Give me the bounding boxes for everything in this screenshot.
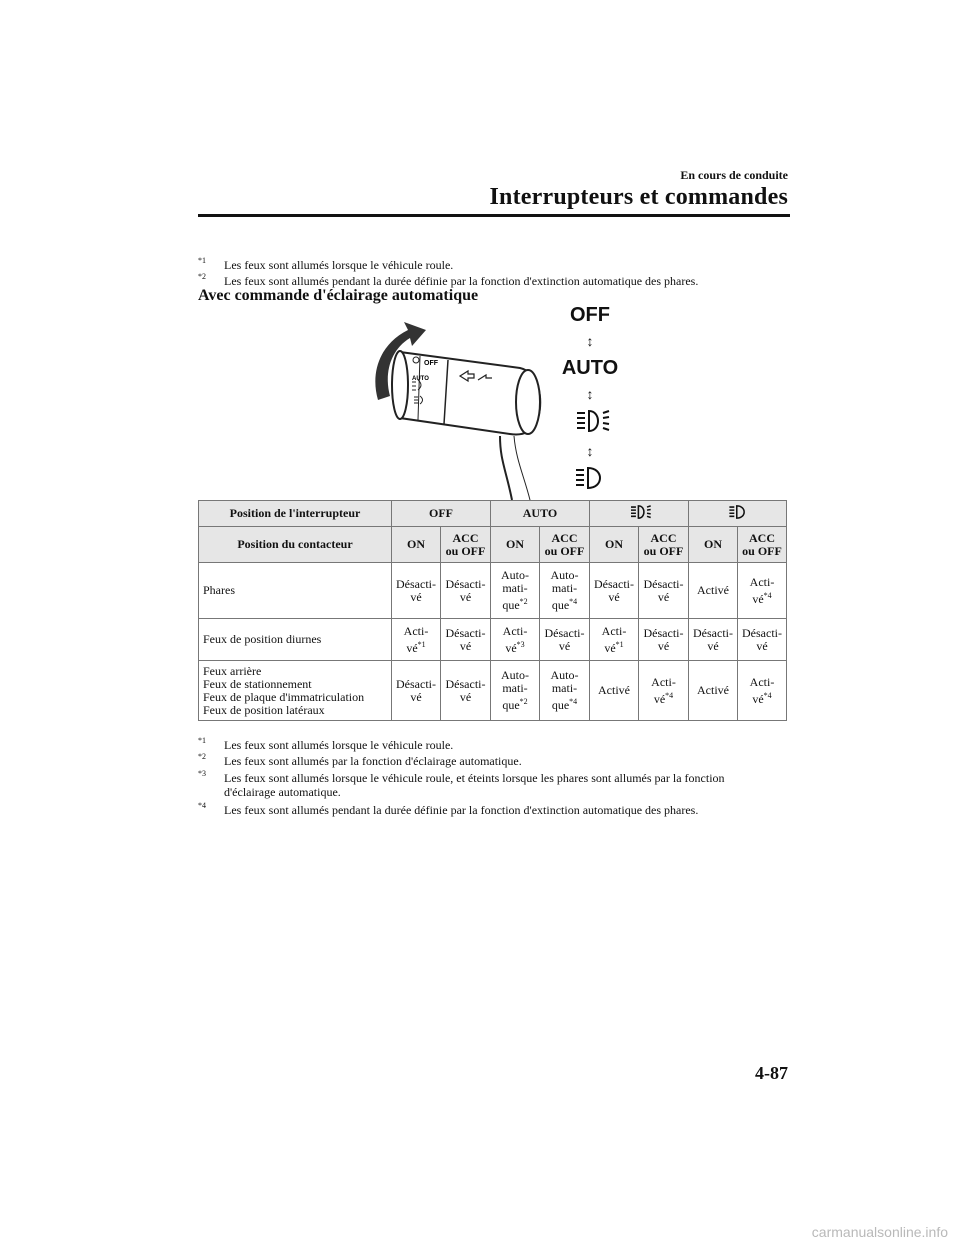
footnote-marker: *1	[198, 256, 206, 265]
state-text: Auto- mati- que	[550, 568, 579, 612]
position-off: OFF	[392, 501, 491, 527]
page-number: 4-87	[755, 1063, 788, 1083]
footnote-text: Les feux sont allumés lorsque le véhicule roule.	[224, 258, 454, 272]
state-text: Désacti- vé	[396, 676, 436, 704]
ignition-cell: ON	[392, 527, 441, 563]
state-cell	[540, 661, 590, 721]
state-text: Acti- vé	[502, 623, 528, 655]
state-cell	[441, 661, 491, 721]
state-cell	[441, 563, 491, 619]
footnote-text: Les feux sont allumés lorsque le véhicule roule.	[224, 738, 454, 752]
footnote-ref: *4	[763, 590, 772, 600]
state-cell	[441, 619, 491, 661]
ignition-cell: ACC ou OFF	[738, 527, 787, 563]
lever-auto-text: AUTO	[412, 376, 429, 382]
state-cell	[639, 619, 689, 661]
state-text: Désacti- vé	[544, 625, 585, 653]
state-cell	[639, 563, 689, 619]
footnote-ref: *2	[519, 697, 528, 706]
parking-light-icon	[725, 504, 751, 520]
section-heading: Avec commande d'éclairage automatique	[198, 287, 479, 304]
state-text: Auto- mati- que	[550, 668, 579, 712]
ignition-cell: ACC ou OFF	[639, 527, 689, 563]
state-text: Désacti- vé	[445, 676, 486, 704]
footnote-ref: *3	[516, 639, 525, 649]
state-text: Acti- vé	[403, 623, 429, 655]
footnote-marker: *3	[198, 769, 206, 778]
state-cell	[738, 661, 787, 721]
state-cell	[540, 619, 590, 661]
state-cell	[639, 661, 689, 721]
footnote-text: Les feux sont allumés pendant la durée définie par la fonction d'extinction automatique des phares.	[224, 274, 699, 288]
ignition-cell: ON	[590, 527, 639, 563]
state-text: Activé	[598, 683, 630, 697]
headlight-on-icon	[624, 504, 654, 520]
row-label-line: Feux arrière	[203, 663, 262, 678]
state-text: Désacti- vé	[594, 576, 634, 604]
state-text: Activé	[697, 683, 729, 697]
footnote-ref: *4	[569, 697, 578, 706]
state-cell	[491, 619, 540, 661]
footnote-marker: *2	[198, 752, 206, 761]
state-text: Désacti- vé	[643, 576, 684, 604]
parking-light-icon	[570, 465, 610, 491]
footnote-ref: *4	[569, 597, 578, 606]
state-cell	[738, 563, 787, 619]
ignition-position-header: Position du contacteur	[199, 527, 392, 563]
footnote-ref: *4	[665, 690, 674, 700]
footnote-marker: *1	[198, 736, 206, 745]
title-rule	[198, 214, 790, 217]
footnote-continuation: d'éclairage automatique.	[224, 785, 341, 799]
footnote-marker: *2	[198, 272, 206, 281]
state-cell	[491, 661, 540, 721]
footnote-bottom-2	[198, 750, 798, 768]
lever-off-text: OFF	[424, 360, 438, 367]
state-cell	[689, 563, 738, 619]
state-text: Acti- vé	[749, 574, 775, 606]
row-label-line: Feux de stationnement	[203, 676, 312, 691]
state-cell	[590, 619, 639, 661]
state-cell	[590, 661, 639, 721]
table-row	[199, 619, 787, 661]
row-label-line: Feux de plaque d'immatriculation	[203, 689, 365, 704]
row-label	[199, 661, 392, 721]
row-label-line: Feux de position latéraux	[203, 702, 325, 717]
state-text: Désacti- vé	[445, 625, 486, 653]
state-cell	[689, 661, 738, 721]
state-cell	[540, 563, 590, 619]
footnote-text: Les feux sont allumés pendant la durée définie par la fonction d'extinction automatique des phares.	[224, 803, 699, 817]
state-text: Désacti- vé	[742, 625, 782, 653]
state-cell	[392, 661, 441, 721]
ignition-cell: ACC ou OFF	[441, 527, 491, 563]
row-label	[199, 563, 392, 619]
state-cell	[590, 563, 639, 619]
up-down-arrow-icon: ↕	[586, 333, 594, 349]
footnote-text: Les feux sont allumés par la fonction d'éclairage automatique.	[224, 754, 522, 768]
state-cell	[392, 563, 441, 619]
state-text: Acti- vé	[749, 674, 775, 706]
footnote-ref: *1	[615, 639, 624, 649]
ignition-cell: ACC ou OFF	[540, 527, 590, 563]
footnote-ref: *1	[417, 639, 426, 649]
state-cell	[392, 619, 441, 661]
state-text: Désacti- vé	[396, 576, 436, 604]
position-auto: AUTO	[491, 501, 590, 527]
position-parking	[689, 501, 787, 527]
state-cell	[738, 619, 787, 661]
legend-off-label: OFF	[570, 304, 610, 326]
row-label	[199, 619, 392, 661]
table-row	[199, 661, 787, 721]
position-headlight	[590, 501, 689, 527]
ignition-cell: ON	[491, 527, 540, 563]
state-text: Auto- mati- que	[501, 568, 529, 612]
footnote-text: Les feux sont allumés lorsque le véhicule roule, et éteints lorsque les phares sont allumés par la fonction	[224, 771, 725, 785]
state-text: Acti- vé	[651, 674, 676, 706]
headlight-on-icon	[567, 408, 613, 434]
state-text: Désacti- vé	[643, 625, 684, 653]
switch-position-header: Position de l'interrupteur	[199, 501, 392, 527]
footnote-bottom-3	[198, 767, 798, 799]
watermark: carmanualsonline.info	[811, 1224, 948, 1240]
state-cell	[491, 563, 540, 619]
state-text: Auto- mati- que	[501, 668, 529, 712]
ignition-cell: ON	[689, 527, 738, 563]
footnote-bottom-4	[198, 799, 798, 817]
row-label-line: Phares	[203, 583, 235, 597]
row-label-line: Feux de position diurnes	[203, 632, 322, 646]
page-title: Interrupteurs et commandes	[489, 184, 788, 210]
steering-column	[500, 436, 512, 500]
state-text: Acti- vé	[601, 623, 627, 655]
lighting-table	[198, 500, 787, 721]
state-text: Désacti- vé	[445, 576, 486, 604]
up-down-arrow-icon: ↕	[586, 443, 594, 459]
position-legend	[555, 304, 625, 496]
footnote-ref: *4	[763, 690, 772, 700]
state-cell	[689, 619, 738, 661]
footnote-top-2	[198, 270, 798, 288]
table-row	[199, 563, 787, 619]
state-text: Désacti- vé	[693, 625, 733, 653]
state-text: Activé	[697, 583, 729, 597]
footnote-ref: *2	[519, 597, 528, 606]
footnote-marker: *4	[198, 801, 206, 810]
up-down-arrow-icon: ↕	[586, 386, 594, 402]
section-name: En cours de conduite	[680, 168, 788, 182]
legend-auto-label: AUTO	[561, 357, 619, 379]
